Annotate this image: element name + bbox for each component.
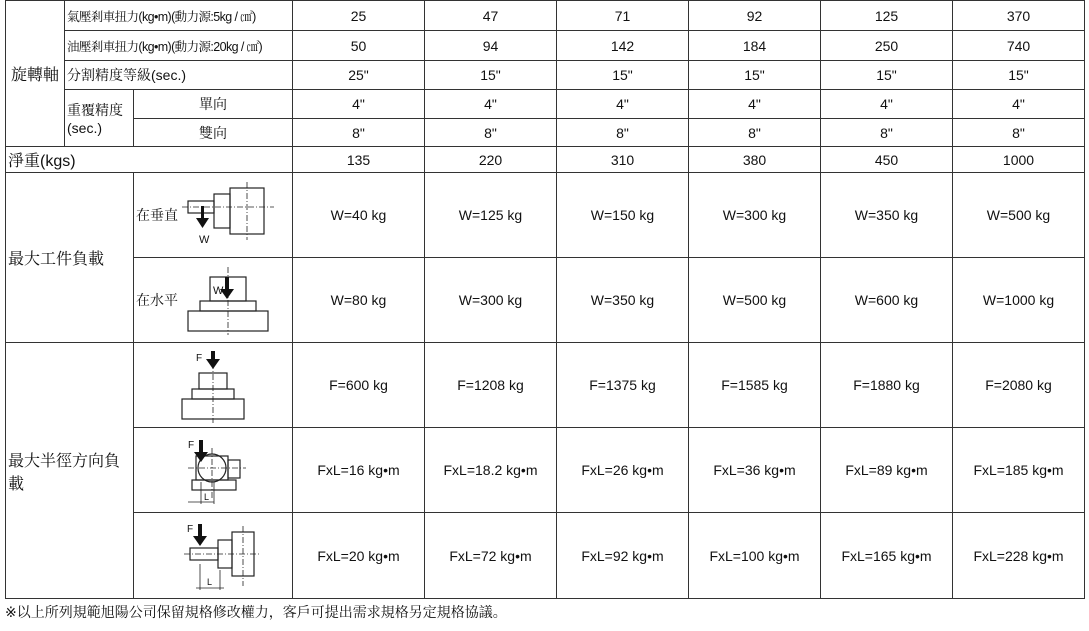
diagram-f-label: F bbox=[188, 440, 195, 451]
indexing-accuracy-row bbox=[6, 61, 1085, 90]
cell: 8" bbox=[293, 119, 425, 147]
footnote: ※以上所列規範旭陽公司保留規格修改權力，客戶可提出需求規格另定規格協議。 bbox=[5, 604, 507, 620]
cell: FxL=36 kg•m bbox=[689, 428, 821, 513]
cell: W=350 kg bbox=[821, 173, 953, 258]
workload-horizontal-row bbox=[6, 258, 1085, 343]
cell: 450 bbox=[821, 147, 953, 173]
cell: 8" bbox=[425, 119, 557, 147]
axial-load-diagram bbox=[134, 345, 293, 425]
horizontal-label: 在水平 bbox=[136, 292, 178, 308]
cell: FxL=89 kg•m bbox=[821, 428, 953, 513]
moment-b-diagram bbox=[134, 516, 293, 596]
pneumatic-brake-row bbox=[6, 1, 1085, 31]
cell: 94 bbox=[425, 31, 557, 61]
cell: FxL=228 kg•m bbox=[953, 513, 1085, 599]
cell: FxL=16 kg•m bbox=[293, 428, 425, 513]
cell: F=1585 kg bbox=[689, 343, 821, 428]
repeatability-label: 重覆精度(sec.) bbox=[65, 90, 134, 147]
moment-b-diagram-cell bbox=[134, 513, 293, 599]
moment-a-diagram-cell bbox=[134, 428, 293, 513]
vertical-load-diagram bbox=[178, 180, 278, 250]
cell: 4" bbox=[689, 90, 821, 119]
cell: W=125 kg bbox=[425, 173, 557, 258]
diagram-w-label: W bbox=[199, 234, 210, 246]
cell: W=500 kg bbox=[689, 258, 821, 343]
cell: 8" bbox=[557, 119, 689, 147]
cell: 92 bbox=[689, 1, 821, 31]
diagram-l-label: L bbox=[204, 492, 210, 502]
cell: 184 bbox=[689, 31, 821, 61]
indexing-accuracy-label: 分割精度等級(sec.) bbox=[65, 61, 293, 90]
radial-moment-b-row bbox=[6, 513, 1085, 599]
cell: FxL=185 kg•m bbox=[953, 428, 1085, 513]
max-workload-label: 最大工件負載 bbox=[6, 173, 134, 343]
cell: 310 bbox=[557, 147, 689, 173]
cell: FxL=165 kg•m bbox=[821, 513, 953, 599]
cell: W=300 kg bbox=[689, 173, 821, 258]
cell: W=300 kg bbox=[425, 258, 557, 343]
net-weight-label: 淨重(kgs) bbox=[6, 147, 293, 173]
cell: F=2080 kg bbox=[953, 343, 1085, 428]
cell: 25 bbox=[293, 1, 425, 31]
radial-axial-row bbox=[6, 343, 1085, 428]
hydraulic-brake-row bbox=[6, 31, 1085, 61]
cell: 8" bbox=[689, 119, 821, 147]
cell: 370 bbox=[953, 1, 1085, 31]
repeatability-two-way-row bbox=[6, 119, 1085, 147]
cell: 220 bbox=[425, 147, 557, 173]
cell: 4" bbox=[293, 90, 425, 119]
diagram-l-label: L bbox=[207, 576, 213, 587]
cell: FxL=20 kg•m bbox=[293, 513, 425, 599]
cell: 4" bbox=[425, 90, 557, 119]
cell: 8" bbox=[821, 119, 953, 147]
pneumatic-brake-label: 氣壓剎車扭力(kg•m)(動力源:5kg / ㎠) bbox=[65, 1, 293, 31]
cell: 4" bbox=[821, 90, 953, 119]
cell: FxL=92 kg•m bbox=[557, 513, 689, 599]
cell: 50 bbox=[293, 31, 425, 61]
cell: F=1375 kg bbox=[557, 343, 689, 428]
diagram-f-label: F bbox=[187, 523, 194, 535]
horizontal-diagram-cell bbox=[134, 258, 293, 343]
workload-vertical-row bbox=[6, 173, 1085, 258]
repeatability-one-way-row bbox=[6, 90, 1085, 119]
cell: W=150 kg bbox=[557, 173, 689, 258]
cell: W=1000 kg bbox=[953, 258, 1085, 343]
cell: FxL=100 kg•m bbox=[689, 513, 821, 599]
axial-diagram-cell bbox=[134, 343, 293, 428]
cell: W=600 kg bbox=[821, 258, 953, 343]
two-way-label: 雙向 bbox=[134, 119, 293, 147]
cell: 4" bbox=[953, 90, 1085, 119]
cell: 740 bbox=[953, 31, 1085, 61]
cell: W=80 kg bbox=[293, 258, 425, 343]
cell: FxL=18.2 kg•m bbox=[425, 428, 557, 513]
cell: 250 bbox=[821, 31, 953, 61]
vertical-label: 在垂直 bbox=[136, 207, 178, 223]
cell: 71 bbox=[557, 1, 689, 31]
hydraulic-brake-label: 油壓剎車扭力(kg•m)(動力源:20kg / ㎠) bbox=[65, 31, 293, 61]
cell: 380 bbox=[689, 147, 821, 173]
cell: FxL=26 kg•m bbox=[557, 428, 689, 513]
diagram-w-label: W bbox=[213, 285, 224, 297]
cell: 135 bbox=[293, 147, 425, 173]
cell: 25" bbox=[293, 61, 425, 90]
cell: W=500 kg bbox=[953, 173, 1085, 258]
cell: 4" bbox=[557, 90, 689, 119]
max-radial-load-label: 最大半徑方向負載 bbox=[6, 343, 134, 599]
cell: F=1880 kg bbox=[821, 343, 953, 428]
cell: F=1208 kg bbox=[425, 343, 557, 428]
cell: 47 bbox=[425, 1, 557, 31]
cell: 15" bbox=[425, 61, 557, 90]
cell: F=600 kg bbox=[293, 343, 425, 428]
cell: 15" bbox=[689, 61, 821, 90]
cell: FxL=72 kg•m bbox=[425, 513, 557, 599]
rotation-axis-label: 旋轉軸 bbox=[6, 1, 65, 147]
net-weight-row bbox=[6, 147, 1085, 173]
moment-a-diagram bbox=[134, 430, 293, 510]
cell: 15" bbox=[821, 61, 953, 90]
radial-moment-a-row bbox=[6, 428, 1085, 513]
cell: 1000 bbox=[953, 147, 1085, 173]
cell: 125 bbox=[821, 1, 953, 31]
cell: W=40 kg bbox=[293, 173, 425, 258]
diagram-f-label: F bbox=[196, 353, 203, 364]
cell: 15" bbox=[953, 61, 1085, 90]
cell: 8" bbox=[953, 119, 1085, 147]
cell: W=350 kg bbox=[557, 258, 689, 343]
cell: 142 bbox=[557, 31, 689, 61]
horizontal-load-diagram bbox=[178, 265, 278, 335]
cell: 15" bbox=[557, 61, 689, 90]
spec-table bbox=[5, 0, 1085, 599]
vertical-diagram-cell bbox=[134, 173, 293, 258]
one-way-label: 單向 bbox=[134, 90, 293, 119]
